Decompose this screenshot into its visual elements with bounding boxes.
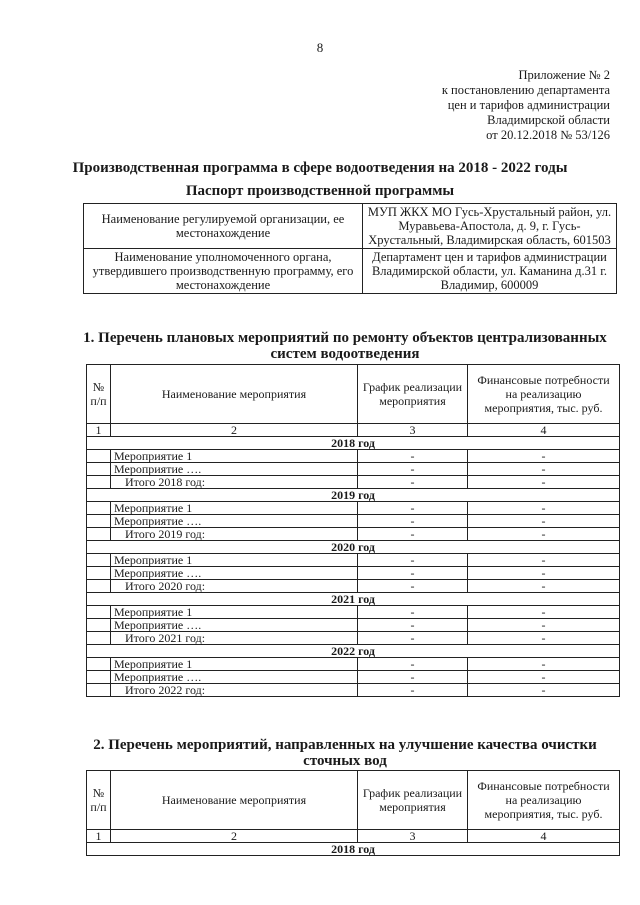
column-number-row	[87, 830, 620, 843]
header-name: Наименование мероприятия	[111, 365, 358, 424]
header-schedule: График реализации мероприятия	[358, 771, 468, 830]
col-number: 2	[111, 424, 358, 437]
measure-row	[87, 463, 620, 476]
table-header-row	[87, 365, 620, 424]
col-number: 3	[358, 424, 468, 437]
repair-measures-table	[86, 364, 620, 697]
year-label: 2021 год	[87, 593, 620, 606]
schedule-value: -	[358, 580, 468, 593]
header-num: № п/п	[87, 365, 111, 424]
schedule-value: -	[358, 450, 468, 463]
passport-label: Наименование регулируемой организации, ее местонахождение	[84, 204, 363, 249]
schedule-value: -	[358, 515, 468, 528]
measure-row	[87, 502, 620, 515]
measure-name: Мероприятие ….	[111, 567, 358, 580]
measure-name: Мероприятие ….	[111, 671, 358, 684]
passport-title: Паспорт производственной программы	[185, 183, 455, 199]
year-row	[87, 843, 620, 856]
table-header-row	[87, 771, 620, 830]
year-label: 2018 год	[87, 843, 620, 856]
table-row	[84, 204, 617, 249]
measure-name: Мероприятие ….	[111, 515, 358, 528]
measure-row	[87, 671, 620, 684]
col-number: 1	[87, 830, 111, 843]
row-num-cell	[87, 684, 111, 697]
schedule-value: -	[358, 684, 468, 697]
appendix-line: Приложение № 2	[518, 68, 610, 82]
total-row	[87, 632, 620, 645]
schedule-value: -	[358, 554, 468, 567]
schedule-value: -	[358, 619, 468, 632]
row-num-cell	[87, 515, 111, 528]
appendix-line: цен и тарифов администрации	[447, 98, 610, 112]
schedule-value: -	[358, 528, 468, 541]
header-schedule: График реализации мероприятия	[358, 365, 468, 424]
schedule-value: -	[358, 632, 468, 645]
measure-name: Мероприятие 1	[111, 554, 358, 567]
passport-value: МУП ЖКХ МО Гусь-Хрустальный район, ул. Муравьева-Апостола, д. 9, г. Гусь-Хрустальный, Владимирская область, 601503	[363, 204, 617, 249]
row-num-cell	[87, 476, 111, 489]
section-2-title: 2. Перечень мероприятий, направленных на улучшение качества очистки сточных вод	[93, 737, 597, 769]
year-row	[87, 593, 620, 606]
finance-value: -	[468, 476, 620, 489]
measure-name: Итого 2021 год:	[111, 632, 358, 645]
header-finance: Финансовые потребности на реализацию мероприятия, тыс. руб.	[468, 365, 620, 424]
row-num-cell	[87, 463, 111, 476]
table-row	[84, 249, 617, 294]
header-name: Наименование мероприятия	[111, 771, 358, 830]
schedule-value: -	[358, 567, 468, 580]
finance-value: -	[468, 515, 620, 528]
row-num-cell	[87, 502, 111, 515]
row-num-cell	[87, 567, 111, 580]
measure-name: Мероприятие 1	[111, 450, 358, 463]
measure-name: Итого 2022 год:	[111, 684, 358, 697]
finance-value: -	[468, 606, 620, 619]
year-row	[87, 489, 620, 502]
finance-value: -	[468, 567, 620, 580]
finance-value: -	[468, 684, 620, 697]
appendix-line: к постановлению департамента	[441, 83, 610, 97]
row-num-cell	[87, 619, 111, 632]
finance-value: -	[468, 528, 620, 541]
section-1-title: 1. Перечень плановых мероприятий по ремонту объектов централизованных систем водоотведения	[83, 330, 607, 362]
year-label: 2019 год	[87, 489, 620, 502]
schedule-value: -	[358, 671, 468, 684]
row-num-cell	[87, 554, 111, 567]
schedule-value: -	[358, 658, 468, 671]
year-row	[87, 541, 620, 554]
total-row	[87, 684, 620, 697]
passport-value: Департамент цен и тарифов администрации Владимирской области, ул. Каманина д.31 г. Владимир, 600009	[363, 249, 617, 294]
appendix-line: Владимирской области	[487, 113, 610, 127]
year-row	[87, 437, 620, 450]
passport-label: Наименование уполномоченного органа, утвердившего производственную программу, его местонахождение	[84, 249, 363, 294]
finance-value: -	[468, 463, 620, 476]
finance-value: -	[468, 671, 620, 684]
measure-row	[87, 658, 620, 671]
row-num-cell	[87, 606, 111, 619]
year-label: 2020 год	[87, 541, 620, 554]
measure-name: Мероприятие 1	[111, 658, 358, 671]
appendix-line: от 20.12.2018 № 53/126	[486, 128, 610, 142]
finance-value: -	[468, 632, 620, 645]
col-number: 4	[468, 424, 620, 437]
header-finance: Финансовые потребности на реализацию мероприятия, тыс. руб.	[468, 771, 620, 830]
finance-value: -	[468, 450, 620, 463]
measure-row	[87, 450, 620, 463]
column-number-row	[87, 424, 620, 437]
col-number: 4	[468, 830, 620, 843]
measure-name: Итого 2018 год:	[111, 476, 358, 489]
measure-row	[87, 554, 620, 567]
col-number: 3	[358, 830, 468, 843]
total-row	[87, 476, 620, 489]
measure-row	[87, 606, 620, 619]
finance-value: -	[468, 580, 620, 593]
total-row	[87, 528, 620, 541]
row-num-cell	[87, 580, 111, 593]
schedule-value: -	[358, 502, 468, 515]
year-label: 2018 год	[87, 437, 620, 450]
document-title: Производственная программа в сфере водоотведения на 2018 - 2022 годы	[72, 160, 568, 176]
measure-name: Мероприятие 1	[111, 606, 358, 619]
measure-name: Мероприятие 1	[111, 502, 358, 515]
row-num-cell	[87, 450, 111, 463]
finance-value: -	[468, 554, 620, 567]
finance-value: -	[468, 658, 620, 671]
col-number: 1	[87, 424, 111, 437]
measure-name: Мероприятие ….	[111, 463, 358, 476]
year-label: 2022 год	[87, 645, 620, 658]
year-row	[87, 645, 620, 658]
schedule-value: -	[358, 606, 468, 619]
measure-name: Мероприятие ….	[111, 619, 358, 632]
finance-value: -	[468, 619, 620, 632]
row-num-cell	[87, 528, 111, 541]
measure-row	[87, 567, 620, 580]
measure-row	[87, 515, 620, 528]
row-num-cell	[87, 632, 111, 645]
header-num: № п/п	[87, 771, 111, 830]
page-number: 8	[316, 40, 324, 55]
appendix-block	[442, 68, 610, 143]
passport-table	[83, 203, 617, 294]
measure-row	[87, 619, 620, 632]
measure-name: Итого 2020 год:	[111, 580, 358, 593]
schedule-value: -	[358, 476, 468, 489]
quality-measures-table	[86, 770, 620, 856]
row-num-cell	[87, 671, 111, 684]
total-row	[87, 580, 620, 593]
col-number: 2	[111, 830, 358, 843]
finance-value: -	[468, 502, 620, 515]
row-num-cell	[87, 658, 111, 671]
schedule-value: -	[358, 463, 468, 476]
measure-name: Итого 2019 год:	[111, 528, 358, 541]
